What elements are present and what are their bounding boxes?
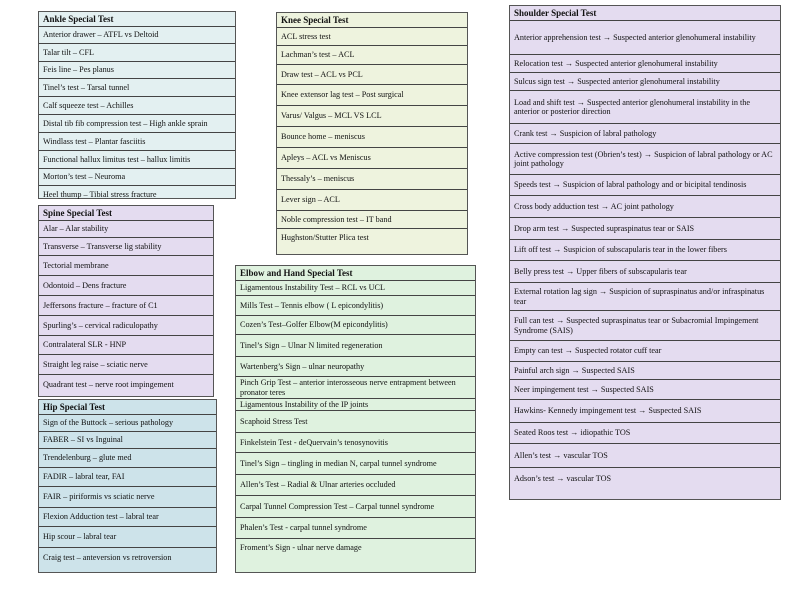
shoulder-test-item-text: External rotation lag sign → Suspicion of supraspinatus and/or infraspinatus tear xyxy=(514,287,765,306)
knee-list xyxy=(277,27,467,246)
hip-test-item xyxy=(39,486,216,507)
shoulder-test-item xyxy=(510,20,780,54)
ankle-special-test-panel xyxy=(38,11,236,199)
hip-test-item-text: Sign of the Buttock – serious pathology xyxy=(43,418,174,428)
spine-test-item xyxy=(39,237,213,255)
spine-test-item xyxy=(39,335,213,354)
ankle-list xyxy=(39,26,235,203)
ankle-test-item xyxy=(39,185,235,203)
elbow-test-item-text: Carpal Tunnel Compression Test – Carpal tunnel syndrome xyxy=(240,501,435,511)
hip-test-item xyxy=(39,448,216,467)
ankle-test-item xyxy=(39,78,235,96)
hip-list xyxy=(39,414,216,568)
elbow-test-item-text: Finkelstein Test - deQuervain’s tenosynovitis xyxy=(240,437,388,447)
knee-test-item-text: Lever sign – ACL xyxy=(281,195,340,205)
shoulder-test-item-text: Active compression test (Obrien’s test) → Suspicion of labral pathology or AC joint pathology xyxy=(514,149,773,168)
elbow-test-item-text: Froment’s Sign - ulnar nerve damage xyxy=(240,543,362,553)
hip-test-item-text: FADIR – labral tear, FAI xyxy=(43,472,125,482)
shoulder-test-item-text: Cross body adduction test → AC joint pathology xyxy=(514,201,674,211)
spine-test-item xyxy=(39,374,213,394)
knee-test-item xyxy=(277,210,467,228)
elbow-test-item-text: Tinel’s Sign – Ulnar N limited regeneration xyxy=(240,340,383,350)
shoulder-test-item xyxy=(510,54,780,72)
spine-test-item-text: Jeffersons fracture – fracture of C1 xyxy=(43,300,158,310)
shoulder-panel-title: Shoulder Special Test xyxy=(514,8,597,18)
shoulder-test-item-text: Neer impingement test → Suspected SAIS xyxy=(514,384,654,394)
shoulder-test-item-text: Load and shift test → Suspected anterior glenohumeral instability in the anterior or posterior direction xyxy=(514,97,751,116)
knee-test-item-text: Hughston/Stutter Plica test xyxy=(281,232,369,242)
shoulder-test-item xyxy=(510,379,780,399)
shoulder-test-item-text: Anterior apprehension test → Suspected anterior glenohumeral instability xyxy=(514,32,756,42)
ankle-test-item xyxy=(39,61,235,78)
hip-test-item-text: FAIR – piriformis vs sciatic nerve xyxy=(43,492,155,502)
shoulder-test-item-text: Lift off test → Suspicion of subscapularis tear in the lower fibers xyxy=(514,245,727,255)
elbow-test-item xyxy=(236,376,475,398)
ankle-test-item-text: Functional hallux limitus test – hallux limitis xyxy=(43,154,191,164)
elbow-test-item xyxy=(236,474,475,495)
spine-test-item-text: Alar – Alar stability xyxy=(43,224,109,234)
ankle-test-item-text: Morton’s test – Neuroma xyxy=(43,172,126,182)
hip-test-item xyxy=(39,431,216,448)
elbow-panel-title: Elbow and Hand Special Test xyxy=(240,268,353,278)
shoulder-test-item xyxy=(510,72,780,90)
shoulder-test-item xyxy=(510,467,780,489)
knee-test-item xyxy=(277,168,467,189)
shoulder-test-item-text: Sulcus sign test → Suspected anterior glenohumeral instability xyxy=(514,76,720,86)
shoulder-test-item-text: Painful arch sign → Suspected SAIS xyxy=(514,365,635,375)
elbow-test-item-text: Ligamentous Instability of the IP joints xyxy=(240,399,369,409)
spine-test-item-text: Tectorial membrane xyxy=(43,260,109,270)
shoulder-test-item xyxy=(510,399,780,422)
shoulder-test-item xyxy=(510,361,780,379)
knee-test-item-text: Thessaly’s – meniscus xyxy=(281,174,355,184)
knee-special-test-panel xyxy=(276,12,468,255)
knee-test-item xyxy=(277,27,467,45)
ankle-panel-title: Ankle Special Test xyxy=(43,14,114,24)
shoulder-test-item xyxy=(510,143,780,174)
shoulder-test-item-text: Drop arm test → Suspected supraspinatus tear or SAIS xyxy=(514,223,695,233)
elbow-test-item xyxy=(236,432,475,452)
elbow-test-item xyxy=(236,334,475,356)
elbow-test-item-text: Phalen’s Test - carpal tunnel syndrome xyxy=(240,523,367,533)
hip-test-item xyxy=(39,526,216,547)
knee-test-item xyxy=(277,228,467,246)
elbow-test-item-text: Cozen’s Test–Golfer Elbow(M epicondylitis) xyxy=(240,320,388,330)
shoulder-test-item xyxy=(510,282,780,310)
ankle-test-item xyxy=(39,132,235,150)
elbow-test-item-text: Scaphoid Stress Test xyxy=(240,416,308,426)
knee-test-item-text: ACL stress test xyxy=(281,31,331,41)
hip-test-item-text: Craig test – anteversion vs retroversion xyxy=(43,553,172,563)
knee-test-item xyxy=(277,105,467,126)
elbow-test-item xyxy=(236,356,475,376)
spine-test-item xyxy=(39,315,213,335)
shoulder-test-item xyxy=(510,195,780,217)
knee-test-item xyxy=(277,64,467,84)
knee-test-item-text: Noble compression test – IT band xyxy=(281,214,392,224)
elbow-hand-special-test-panel xyxy=(235,265,476,573)
ankle-test-item xyxy=(39,168,235,185)
spine-list xyxy=(39,220,213,394)
ankle-test-item-text: Distal tib fib compression test – High ankle sprain xyxy=(43,118,208,128)
hip-test-item xyxy=(39,414,216,431)
hip-test-item-text: Hip scour – labral tear xyxy=(43,532,117,542)
elbow-test-item xyxy=(236,295,475,315)
shoulder-test-item-text: Seated Roos test → idiopathic TOS xyxy=(514,428,631,438)
hip-panel-title: Hip Special Test xyxy=(43,402,106,412)
elbow-test-item xyxy=(236,280,475,295)
ankle-test-item xyxy=(39,43,235,61)
ankle-test-item xyxy=(39,96,235,114)
elbow-test-item xyxy=(236,452,475,474)
knee-test-item-text: Bounce home – meniscus xyxy=(281,132,365,142)
shoulder-test-item xyxy=(510,260,780,282)
shoulder-test-item xyxy=(510,310,780,340)
elbow-test-item xyxy=(236,398,475,410)
elbow-test-item-text: Wartenberg’s Sign – ulnar neuropathy xyxy=(240,361,365,371)
hip-test-item xyxy=(39,467,216,486)
shoulder-test-item-text: Empty can test → Suspected rotator cuff tear xyxy=(514,346,662,356)
spine-test-item-text: Transverse – Transverse lig stability xyxy=(43,241,162,251)
knee-test-item xyxy=(277,147,467,168)
ankle-test-item-text: Tinel’s test – Tarsal tunnel xyxy=(43,82,130,92)
knee-test-item-text: Lachman’s test – ACL xyxy=(281,50,355,60)
shoulder-test-item xyxy=(510,239,780,260)
shoulder-test-item xyxy=(510,217,780,239)
shoulder-test-item-text: Allen’s test → vascular TOS xyxy=(514,450,608,460)
ankle-test-item xyxy=(39,26,235,43)
shoulder-test-item-text: Belly press test → Upper fibers of subscapularis tear xyxy=(514,266,687,276)
shoulder-test-item-text: Full can test → Suspected supraspinatus tear or Subacromial Impingement Syndrome (SAIS) xyxy=(514,316,759,335)
elbow-test-item xyxy=(236,410,475,432)
elbow-test-item-text: Mills Test – Tennis elbow ( L epicondylitis) xyxy=(240,300,384,310)
spine-test-item xyxy=(39,295,213,315)
shoulder-test-item xyxy=(510,90,780,123)
hip-test-item-text: Trendelenburg – glute med xyxy=(43,453,132,463)
shoulder-special-test-panel xyxy=(509,5,781,500)
spine-test-item-text: Straight leg raise – sciatic nerve xyxy=(43,359,148,369)
spine-test-item xyxy=(39,354,213,374)
shoulder-test-item xyxy=(510,340,780,361)
ankle-test-item-text: Feis line – Pes planus xyxy=(43,65,114,75)
shoulder-test-item-text: Adson’s test → vascular TOS xyxy=(514,473,612,483)
spine-test-item-text: Quadrant test – nerve root impingement xyxy=(43,379,174,389)
shoulder-test-item xyxy=(510,443,780,467)
shoulder-test-item xyxy=(510,422,780,443)
spine-test-item-text: Contralateral SLR - HNP xyxy=(43,340,126,350)
knee-test-item xyxy=(277,84,467,105)
ankle-test-item xyxy=(39,114,235,132)
hip-test-item xyxy=(39,547,216,568)
spine-test-item xyxy=(39,220,213,237)
ankle-test-item-text: Windlass test – Plantar fasciitis xyxy=(43,136,146,146)
elbow-test-item xyxy=(236,495,475,517)
shoulder-test-item-text: Crank test → Suspicion of labral pathology xyxy=(514,128,657,138)
knee-test-item-text: Apleys – ACL vs Meniscus xyxy=(281,153,371,163)
shoulder-list xyxy=(510,20,780,489)
hip-test-item-text: FABER – SI vs Inguinal xyxy=(43,435,123,445)
knee-panel-title: Knee Special Test xyxy=(281,15,349,25)
elbow-test-item xyxy=(236,315,475,334)
knee-test-item-text: Draw test – ACL vs PCL xyxy=(281,69,363,79)
knee-test-item xyxy=(277,126,467,147)
shoulder-test-item-text: Hawkins- Kennedy impingement test → Suspected SAIS xyxy=(514,406,702,416)
ankle-test-item-text: Heel thump – Tibial stress fracture xyxy=(43,189,157,199)
elbow-test-item-text: Ligamentous Instability Test – RCL vs UCL xyxy=(240,283,385,293)
shoulder-test-item xyxy=(510,123,780,143)
knee-test-item-text: Varus/ Valgus – MCL VS LCL xyxy=(281,111,382,121)
knee-test-item xyxy=(277,189,467,210)
spine-test-item-text: Spurling’s – cervical radiculopathy xyxy=(43,320,158,330)
elbow-test-item xyxy=(236,538,475,557)
knee-test-item xyxy=(277,45,467,64)
elbow-list xyxy=(236,280,475,557)
spine-special-test-panel xyxy=(38,205,214,397)
ankle-test-item-text: Anterior drawer – ATFL vs Deltoid xyxy=(43,30,159,40)
ankle-test-item-text: Calf squeeze test – Achilles xyxy=(43,100,134,110)
shoulder-test-item-text: Relocation test → Suspected anterior glenohumeral instability xyxy=(514,58,718,68)
ankle-test-item xyxy=(39,150,235,168)
ankle-test-item-text: Talar tilt – CFL xyxy=(43,47,95,57)
hip-test-item-text: Flexion Adduction test – labral tear xyxy=(43,512,159,522)
hip-special-test-panel xyxy=(38,399,217,573)
elbow-test-item-text: Pinch Grip Test – anterior interosseous nerve entrapment between pronator teres xyxy=(240,378,456,397)
knee-test-item-text: Knee extensor lag test – Post surgical xyxy=(281,90,404,100)
spine-test-item-text: Odontoid – Dens fracture xyxy=(43,280,127,290)
hip-test-item xyxy=(39,507,216,526)
spine-panel-title: Spine Special Test xyxy=(43,208,113,218)
shoulder-test-item-text: Speeds test → Suspicion of labral pathology and or bicipital tendinosis xyxy=(514,180,747,190)
shoulder-test-item xyxy=(510,174,780,195)
spine-test-item xyxy=(39,255,213,275)
elbow-test-item-text: Allen’s Test – Radial & Ulnar arteries occluded xyxy=(240,480,396,490)
spine-test-item xyxy=(39,275,213,295)
elbow-test-item-text: Tinel’s Sign – tingling in median N, carpal tunnel syndrome xyxy=(240,458,437,468)
elbow-test-item xyxy=(236,517,475,538)
